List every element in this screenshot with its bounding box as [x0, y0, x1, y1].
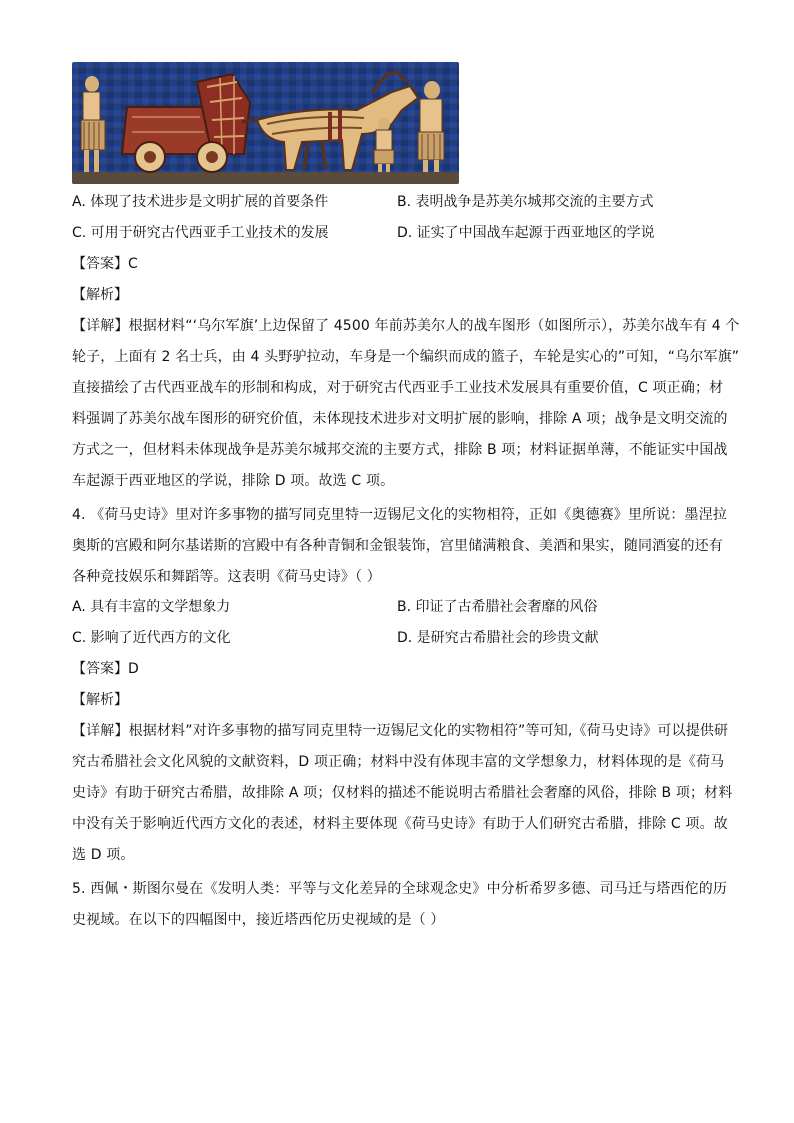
q4-detail-line: 选 D 项。 [72, 847, 135, 863]
q3-detail-line: 车起源于西亚地区的学说，排除 D 项。故选 C 项。 [72, 473, 395, 489]
q4-option-d: D. 是研究古希腊社会的珍贵文献 [397, 630, 599, 646]
q3-option-a: A. 体现了技术进步是文明扩展的首要条件 [72, 194, 329, 210]
q4-detail-line: 史诗》有助于研究古希腊，故排除 A 项；仅材料的描述不能说明古希腊社会奢靡的风俗，排除 B 项；材料 [72, 785, 733, 801]
q3-detail-line: 直接描绘了古代西亚战车的形制和构成，对于研究古代西亚手工业技术发展具有重要价值，C 项正确；材 [72, 380, 724, 396]
q4-analysis-label: 【解析】 [72, 692, 128, 708]
q4-stem-line: 各种竞技娱乐和舞蹈等。这表明《荷马史诗》（ ） [72, 569, 381, 585]
q4-option-b: B. 印证了古希腊社会奢靡的风俗 [397, 599, 598, 615]
q4-detail-line: 中没有关于影响近代西方文化的表述，材料主要体现《荷马史诗》有助于人们研究古希腊，排除 C 项。故 [72, 816, 728, 832]
q3-detail-line: 料强调了苏美尔战车图形的研究价值，未体现技术进步对文明扩展的影响，排除 A 项；战争是文明交流的 [72, 411, 728, 427]
q4-option-a: A. 具有丰富的文学想象力 [72, 599, 231, 615]
q3-answer: 【答案】C [72, 256, 138, 272]
q3-analysis-label: 【解析】 [72, 287, 128, 303]
q4-answer: 【答案】D [72, 661, 139, 677]
q3-option-c: C. 可用于研究古代西亚手工业技术的发展 [72, 225, 329, 241]
q5-stem-line: 史视域。在以下的四幅图中，接近塔西佗历史视域的是（ ） [72, 912, 445, 928]
q3-option-b: B. 表明战争是苏美尔城邦交流的主要方式 [397, 194, 654, 210]
q3-detail-line: 轮子，上面有 2 名士兵，由 4 头野驴拉动，车身是一个编织而成的篮子，车轮是实心的”可知，“乌尔军旗” [72, 349, 740, 365]
q3-option-d: D. 证实了中国战车起源于西亚地区的学说 [397, 225, 655, 241]
q3-detail-line: 方式之一，但材料未体现战争是苏美尔城邦交流的主要方式，排除 B 项；材料证据单薄，不能证实中国战 [72, 442, 728, 458]
q4-stem-line: 4. 《荷马史诗》里对许多事物的描写同克里特一迈锡尼文化的实物相符，正如《奥德赛》里所说：墨涅拉 [72, 507, 728, 523]
q4-detail-line: 【详解】根据材料”对许多事物的描写同克里特一迈锡尼文化的实物相符”等可知,《荷马史诗》可以提供研 [72, 723, 729, 739]
q4-detail-line: 究古希腊社会文化风貌的文献资料，D 项正确；材料中没有体现丰富的文学想象力，材料体现的是《荷马 [72, 754, 725, 770]
standard-of-ur-chariot-image [72, 62, 459, 184]
q4-stem-line: 奥斯的宫殿和阿尔基诺斯的宫殿中有各种青铜和金银装饰，宫里储满粮食、美酒和果实，随同酒宴的还有 [72, 538, 723, 554]
q3-detail-line: 【详解】根据材料“‘乌尔军旗’上边保留了 4500 年前苏美尔人的战车图形（如图所示），苏美尔战车有 4 个 [72, 318, 740, 334]
q4-option-c: C. 影响了近代西方的文化 [72, 630, 231, 646]
q5-stem-line: 5. 西佩・斯图尔曼在《发明人类：平等与文化差异的全球观念史》中分析希罗多德、司马迁与塔西佗的历 [72, 881, 728, 897]
